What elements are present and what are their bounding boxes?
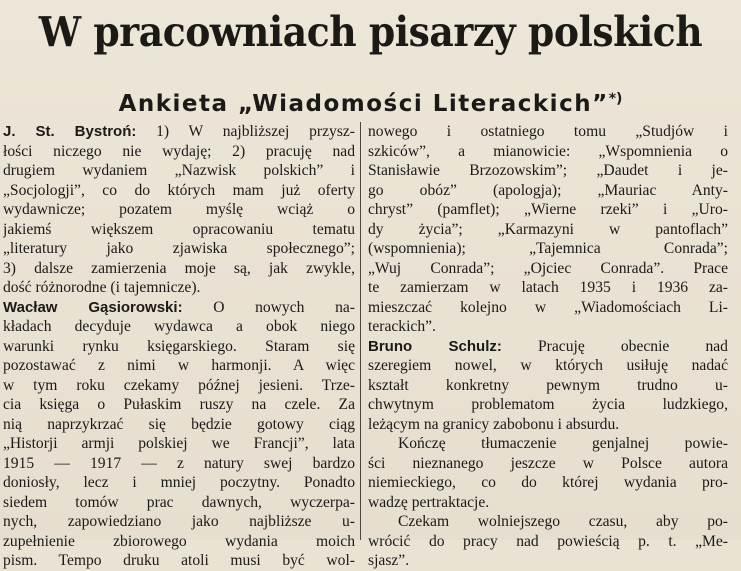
line-text: chryst” (pamflet); „Wierne rzeki” i „Uro- [368,201,728,218]
line-text: nowego i ostatniego tomu „Studjów i [368,123,728,140]
text-line [368,142,728,162]
text-line [3,473,355,493]
footnote-mark: *) [608,91,623,107]
line-text: Kończę tłumaczenie genjalnej powie- [398,435,728,452]
text-line [3,161,355,181]
line-text: drugiem wydaniem „Nazwisk polskich” i [3,162,355,179]
line-text: kładach decyduje wydawca a obok niego [3,318,355,335]
text-line [368,532,728,552]
author-name: Wacław Gąsiorowski: [3,298,183,316]
text-line [3,239,355,259]
text-line [368,161,728,181]
line-text: wrócić do pracy nad powieścią p. t. „Me- [368,532,728,550]
line-text: (wspomnienia); „Tajemnica Conrada”; [368,240,728,257]
line-text: pozostawać z nimi w harmonji. A więc [3,357,355,374]
line-text: ści nieznanego jeszcze w Polsce autora [368,454,728,472]
line-text: doniosły, lecz i mniej poczytny. Ponadto [3,474,355,491]
line-text: w tym roku czekamy późnej jesieni. Trze- [3,376,355,394]
line-text: „Historji armji polskiej we Francji”, lata [3,435,355,452]
line-text: sjasz”. [368,552,410,569]
line-text: niemieckiego, co do której wydania pro- [368,474,728,491]
line-text: kształt konkretny pewnym trudno u- [368,376,728,394]
line-text: nych, zapowiedziano jako najbliższe u- [3,513,355,530]
line-text: Czekam wolniejszego czasu, aby po- [398,513,728,530]
text-line [368,200,728,220]
line-text: 1) W najbliższej przysz- [136,123,355,140]
line-text: „literatury jako zjawiska społecznego”; [3,240,355,257]
line-text: „Socjologji”, co do których mam już oferty [3,181,355,199]
text-line [3,551,355,571]
text-line [368,434,728,454]
text-line [368,317,728,337]
text-line [3,259,355,279]
text-line [3,493,355,513]
text-line [3,278,355,298]
line-text: 1915 — 1917 — z natury swej bardzo [3,454,355,472]
text-line [3,122,355,142]
text-line [368,512,728,532]
text-line [3,376,355,396]
text-line [3,142,355,162]
text-line [3,200,355,220]
text-line [368,551,728,571]
text-line [3,415,355,435]
page-subtitle [0,84,741,119]
text-line [368,278,728,298]
text-line [368,220,728,240]
text-line [3,512,355,532]
line-text: dy życia”; „Karmazyni w pantoflach” [368,220,728,238]
line-text: go obóz” (apologja); „Mauriac Anty- [368,181,728,199]
text-line [368,376,728,396]
text-line [368,395,728,415]
text-line [368,415,728,435]
right-column [368,122,728,571]
line-text: 3) dalsze zamierzenia moje są, jak zwykle, [3,259,355,277]
line-text: Pracuję obecnie nad [501,337,728,355]
line-text: dość różnorodne (i tajemnicze). [3,279,201,296]
line-text: siedem tomów prac dawnych, wyczerpa- [3,493,355,511]
line-text: terackich”. [368,318,436,335]
line-text: „Wuj Conrada”; „Ojciec Conrada”. Prace [368,259,728,277]
line-text: jakiemś większem opracowaniu tematu [3,220,355,238]
line-text: O nowych na- [182,298,355,316]
line-text: wadzę pertraktacje. [368,493,490,511]
line-text: mieszczać kolejno w „Wiadomościach Li- [368,298,728,316]
text-line [3,532,355,552]
line-text: nią naprzykrzać się będzie gotowy ciąg [3,415,355,433]
left-column [3,122,355,571]
text-line [368,473,728,493]
text-line [368,493,728,513]
text-line [3,317,355,337]
line-text: zupełnienie zbiorowego wydania moich [3,532,355,550]
line-text: leżącym na granicy zabobonu i absurdu. [368,415,620,433]
text-line [3,356,355,376]
text-line [368,181,728,201]
author-name: Bruno Schulz: [368,337,502,355]
text-line [3,181,355,201]
line-text: szeregiem nowel, w których usiłuję nadać [368,357,728,374]
text-line [3,220,355,240]
text-line [368,122,728,142]
author-name: J. St. Bystroń: [3,123,137,140]
text-line [3,454,355,474]
page-title: W pracowniach pisarzy polskich [38,8,703,56]
line-text: chwytnym problematom życia ludzkiego, [368,396,728,413]
line-text: cia księga o Pułaskim ruszy na czele. Za [3,396,355,413]
text-line [3,337,355,357]
column-divider [360,122,361,540]
line-text: szkiców”, a mianowicie: „Wspomnienia o [368,142,728,160]
text-line [368,454,728,474]
text-line [3,395,355,415]
text-line [368,356,728,376]
line-text: warunki rynku księgarskiego. Staram się [3,337,355,355]
line-text: Stanisławie Brzozowskim”; „Daudet i je- [368,162,728,179]
text-line [368,239,728,259]
line-text: łości niczego nie wydaję; 2) pracuję nad [3,142,355,160]
subtitle-text: Ankieta „Wiadomości Literackich” [118,91,609,117]
text-line [368,337,728,357]
line-text: te zamierzam w latach 1935 i 1936 za- [368,279,728,296]
text-line [3,298,355,318]
text-line [368,298,728,318]
line-text: wydawnicze; pozatem myślę wciąż o [3,201,355,218]
line-text: pism. Tempo druku atoli musi być wol- [3,552,355,569]
text-line [368,259,728,279]
text-line [3,434,355,454]
